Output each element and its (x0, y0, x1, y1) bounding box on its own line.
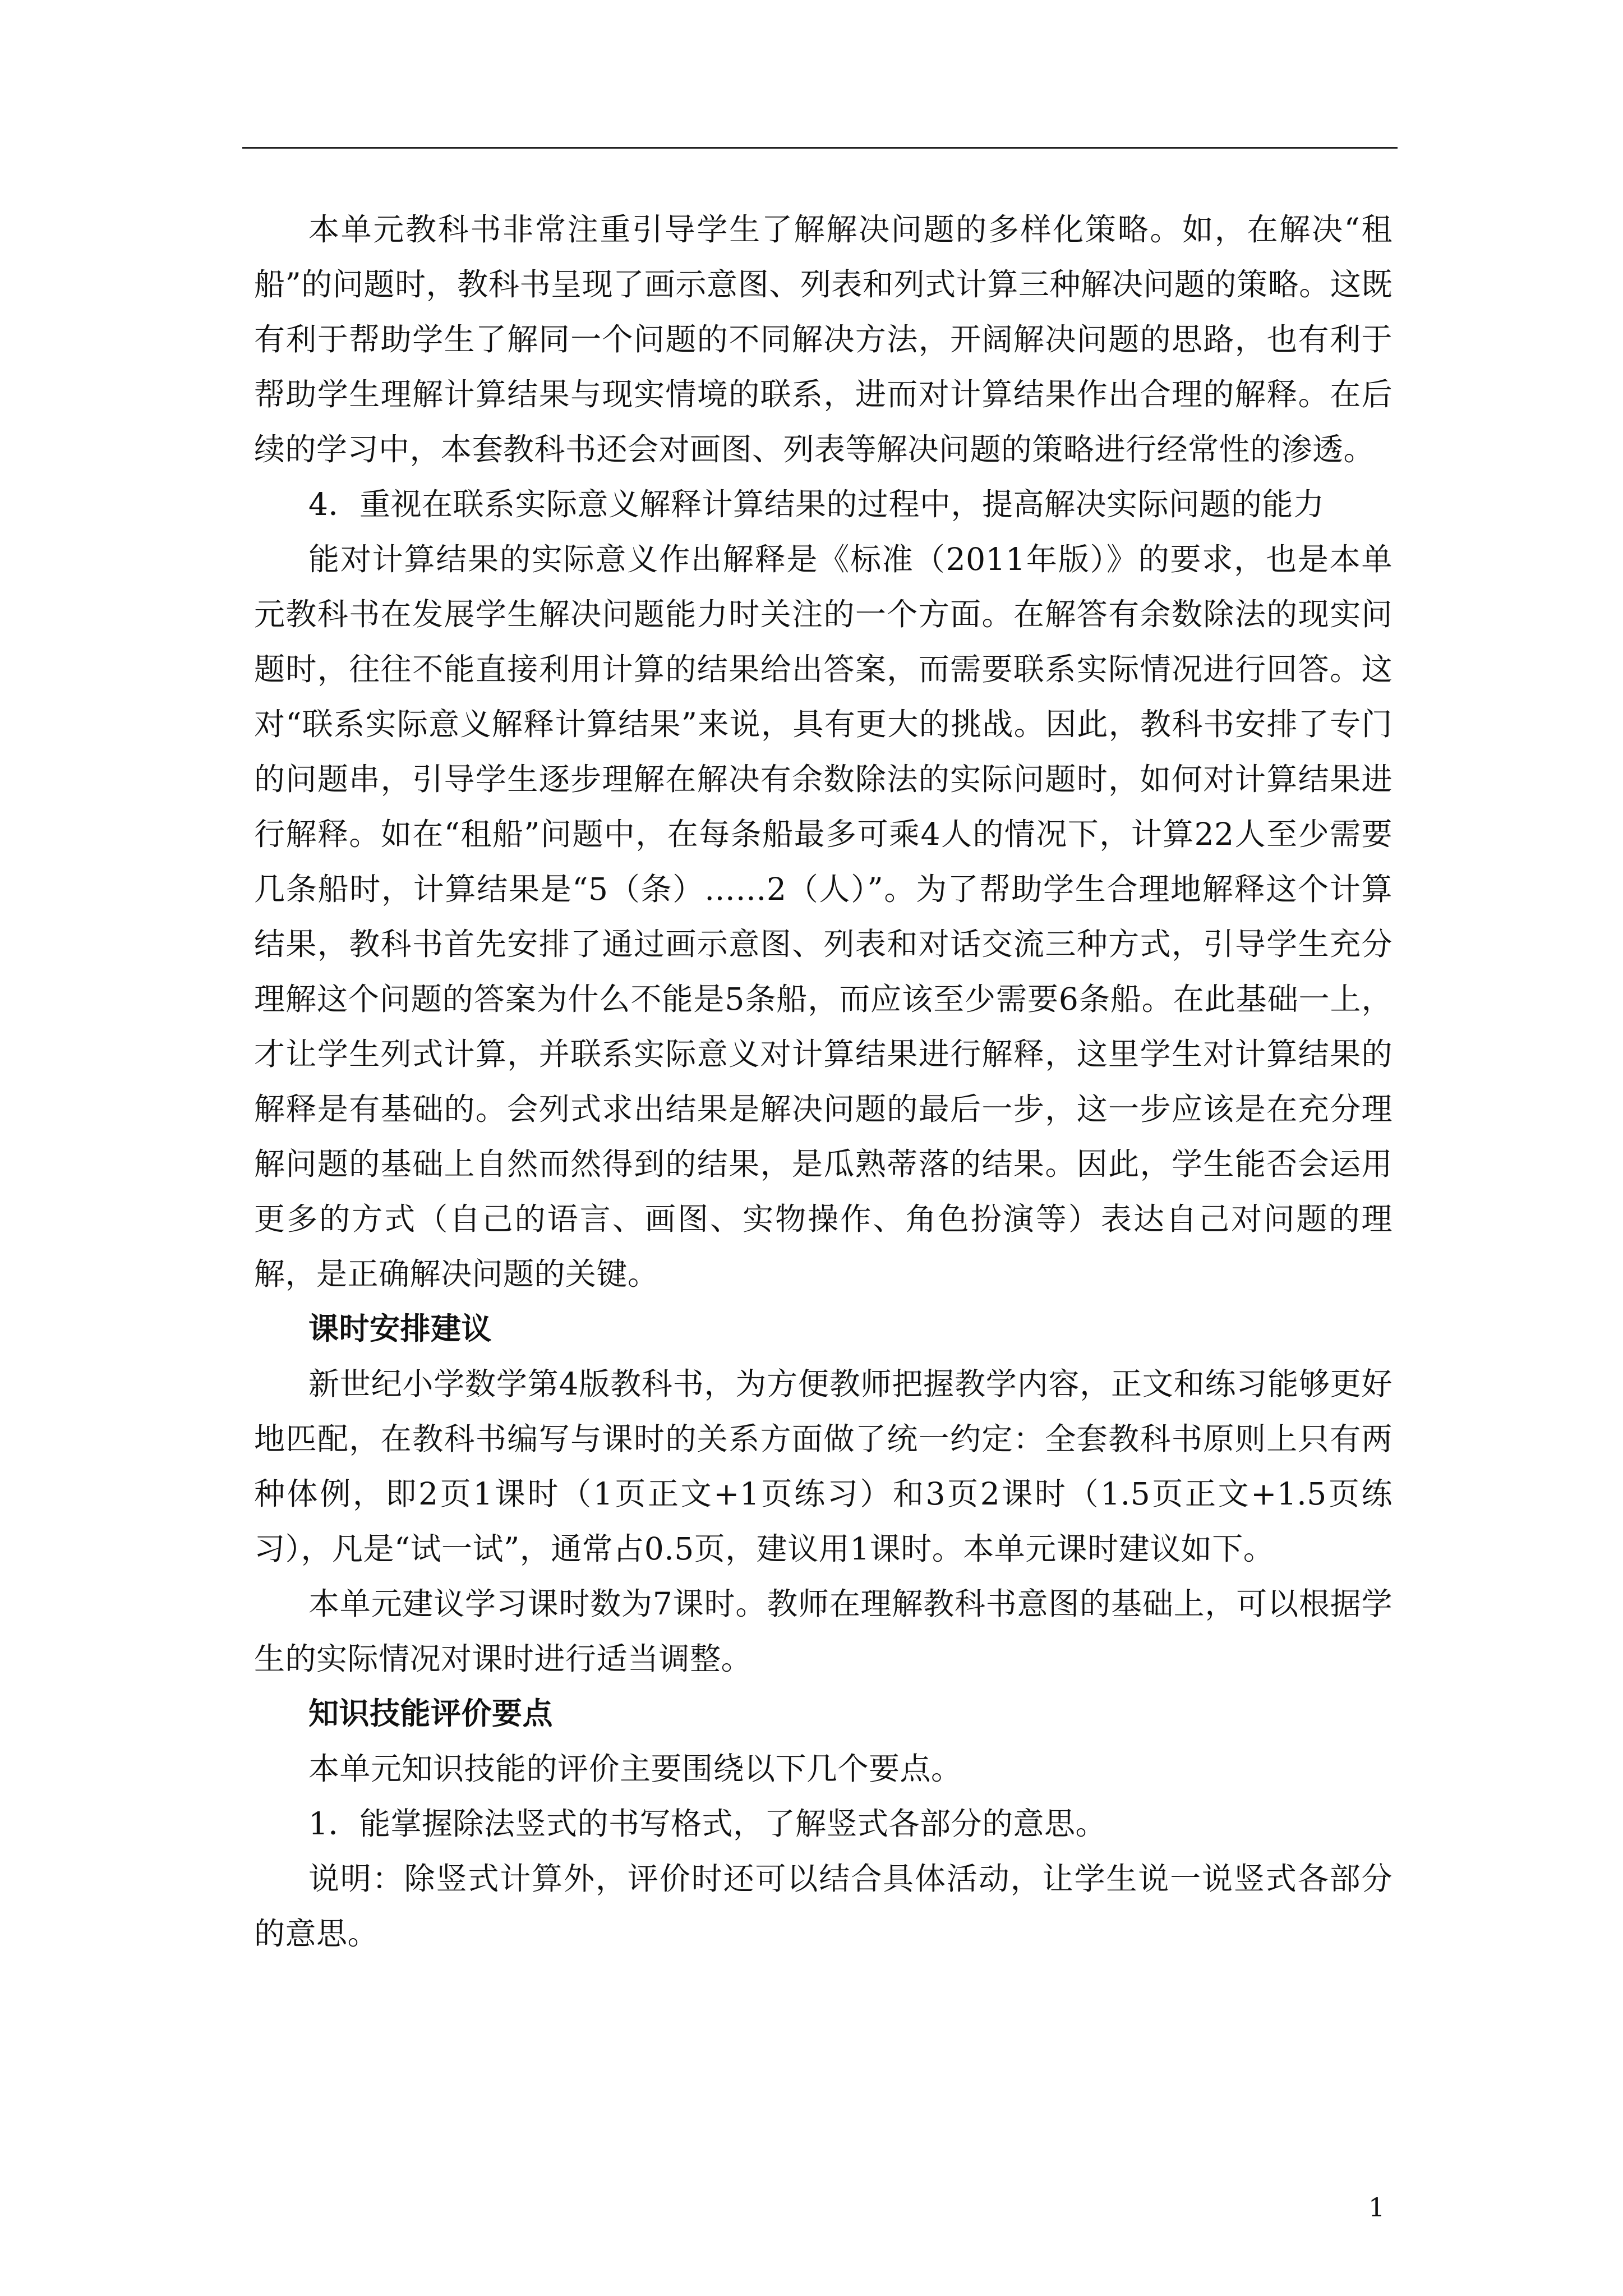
paragraph-point-4: 4．重视在联系实际意义解释计算结果的过程中，提高解决实际问题的能力 (308, 486, 1325, 522)
paragraph-lesson-count: 本单元建议学习课时数为7课时。教师在理解教科书意图的基础上，可以根据学生的实际情况对课时进行适当调整。 (254, 1586, 1393, 1677)
paragraph-interpretation: 能对计算结果的实际意义作出解释是《标准（2011年版）》的要求，也是本单元教科书在发展学生解决问题能力时关注的一个方面。在解答有余数除法的现实问题时，往往不能直接利用计算的结果给出答案，而需要联系实际情况进行回答。这对“联系实际意义解释计算结果”来说，具有更大的挑战。因此，教科书安排了专门的问题串，引导学生逐步理解在解决有余数除法的实际问题时，如何对计算结果进行解释。如在“租船”问题中，在每条船最多可乘4人的情况下，计算22人至少需要几条船时，计算结果是“5（条）……2（人）”。为了帮助学生合理地解释这个计算结果，教科书首先安排了通过画示意图、列表和对话交流三种方式，引导学生充分理解这个问题的答案为什么不能是5条船，而应该至少需要6条船。在此基础一上，才让学生列式计算，并联系实际意义对计算结果进行解释，这里学生对计算结果的解释是有基础的。会列式求出结果是解决问题的最后一步，这一步应该是在充分理解问题的基础上自然而然得到的结果，是瓜熟蒂落的结果。因此，学生能否会运用更多的方式（自己的语言、画图、实物操作、角色扮演等）表达自己对问题的理解，是正确解决问题的关键。 (254, 541, 1393, 1292)
document-body (254, 202, 1393, 1961)
paragraph-evaluation-point-1: 1．能掌握除法竖式的书写格式，了解竖式各部分的意思。 (308, 1806, 1106, 1842)
section-heading-lesson-plan: 课时安排建议 (308, 1311, 492, 1346)
section-heading-evaluation: 知识技能评价要点 (308, 1696, 553, 1731)
paragraph-strategies: 本单元教科书非常注重引导学生了解解决问题的多样化策略。如，在解决“租船”的问题时，教科书呈现了画示意图、列表和列式计算三种解决问题的策略。这既有利于帮助学生了解同一个问题的不同解决方法，开阔解决问题的思路，也有利于帮助学生理解计算结果与现实情境的联系，进而对计算结果作出合理的解释。在后续的学习中，本套教科书还会对画图、列表等解决问题的策略进行经常性的渗透。 (254, 211, 1393, 467)
page-number: 1 (1368, 2192, 1385, 2223)
header-rule (242, 147, 1398, 149)
paragraph-evaluation-intro: 本单元知识技能的评价主要围绕以下几个要点。 (308, 1751, 962, 1787)
paragraph-lesson-convention: 新世纪小学数学第4版教科书，为方便教师把握教学内容，正文和练习能够更好地匹配，在教科书编写与课时的关系方面做了统一约定：全套教科书原则上只有两种体例，即2页1课时（1页正文+1页练习）和3页2课时（1.5页正文+1.5页练习），凡是“试一试”，通常占0.5页，建议用1课时。本单元课时建议如下。 (254, 1366, 1393, 1567)
paragraph-evaluation-note: 说明：除竖式计算外，评价时还可以结合具体活动，让学生说一说竖式各部分的意思。 (254, 1861, 1393, 1952)
